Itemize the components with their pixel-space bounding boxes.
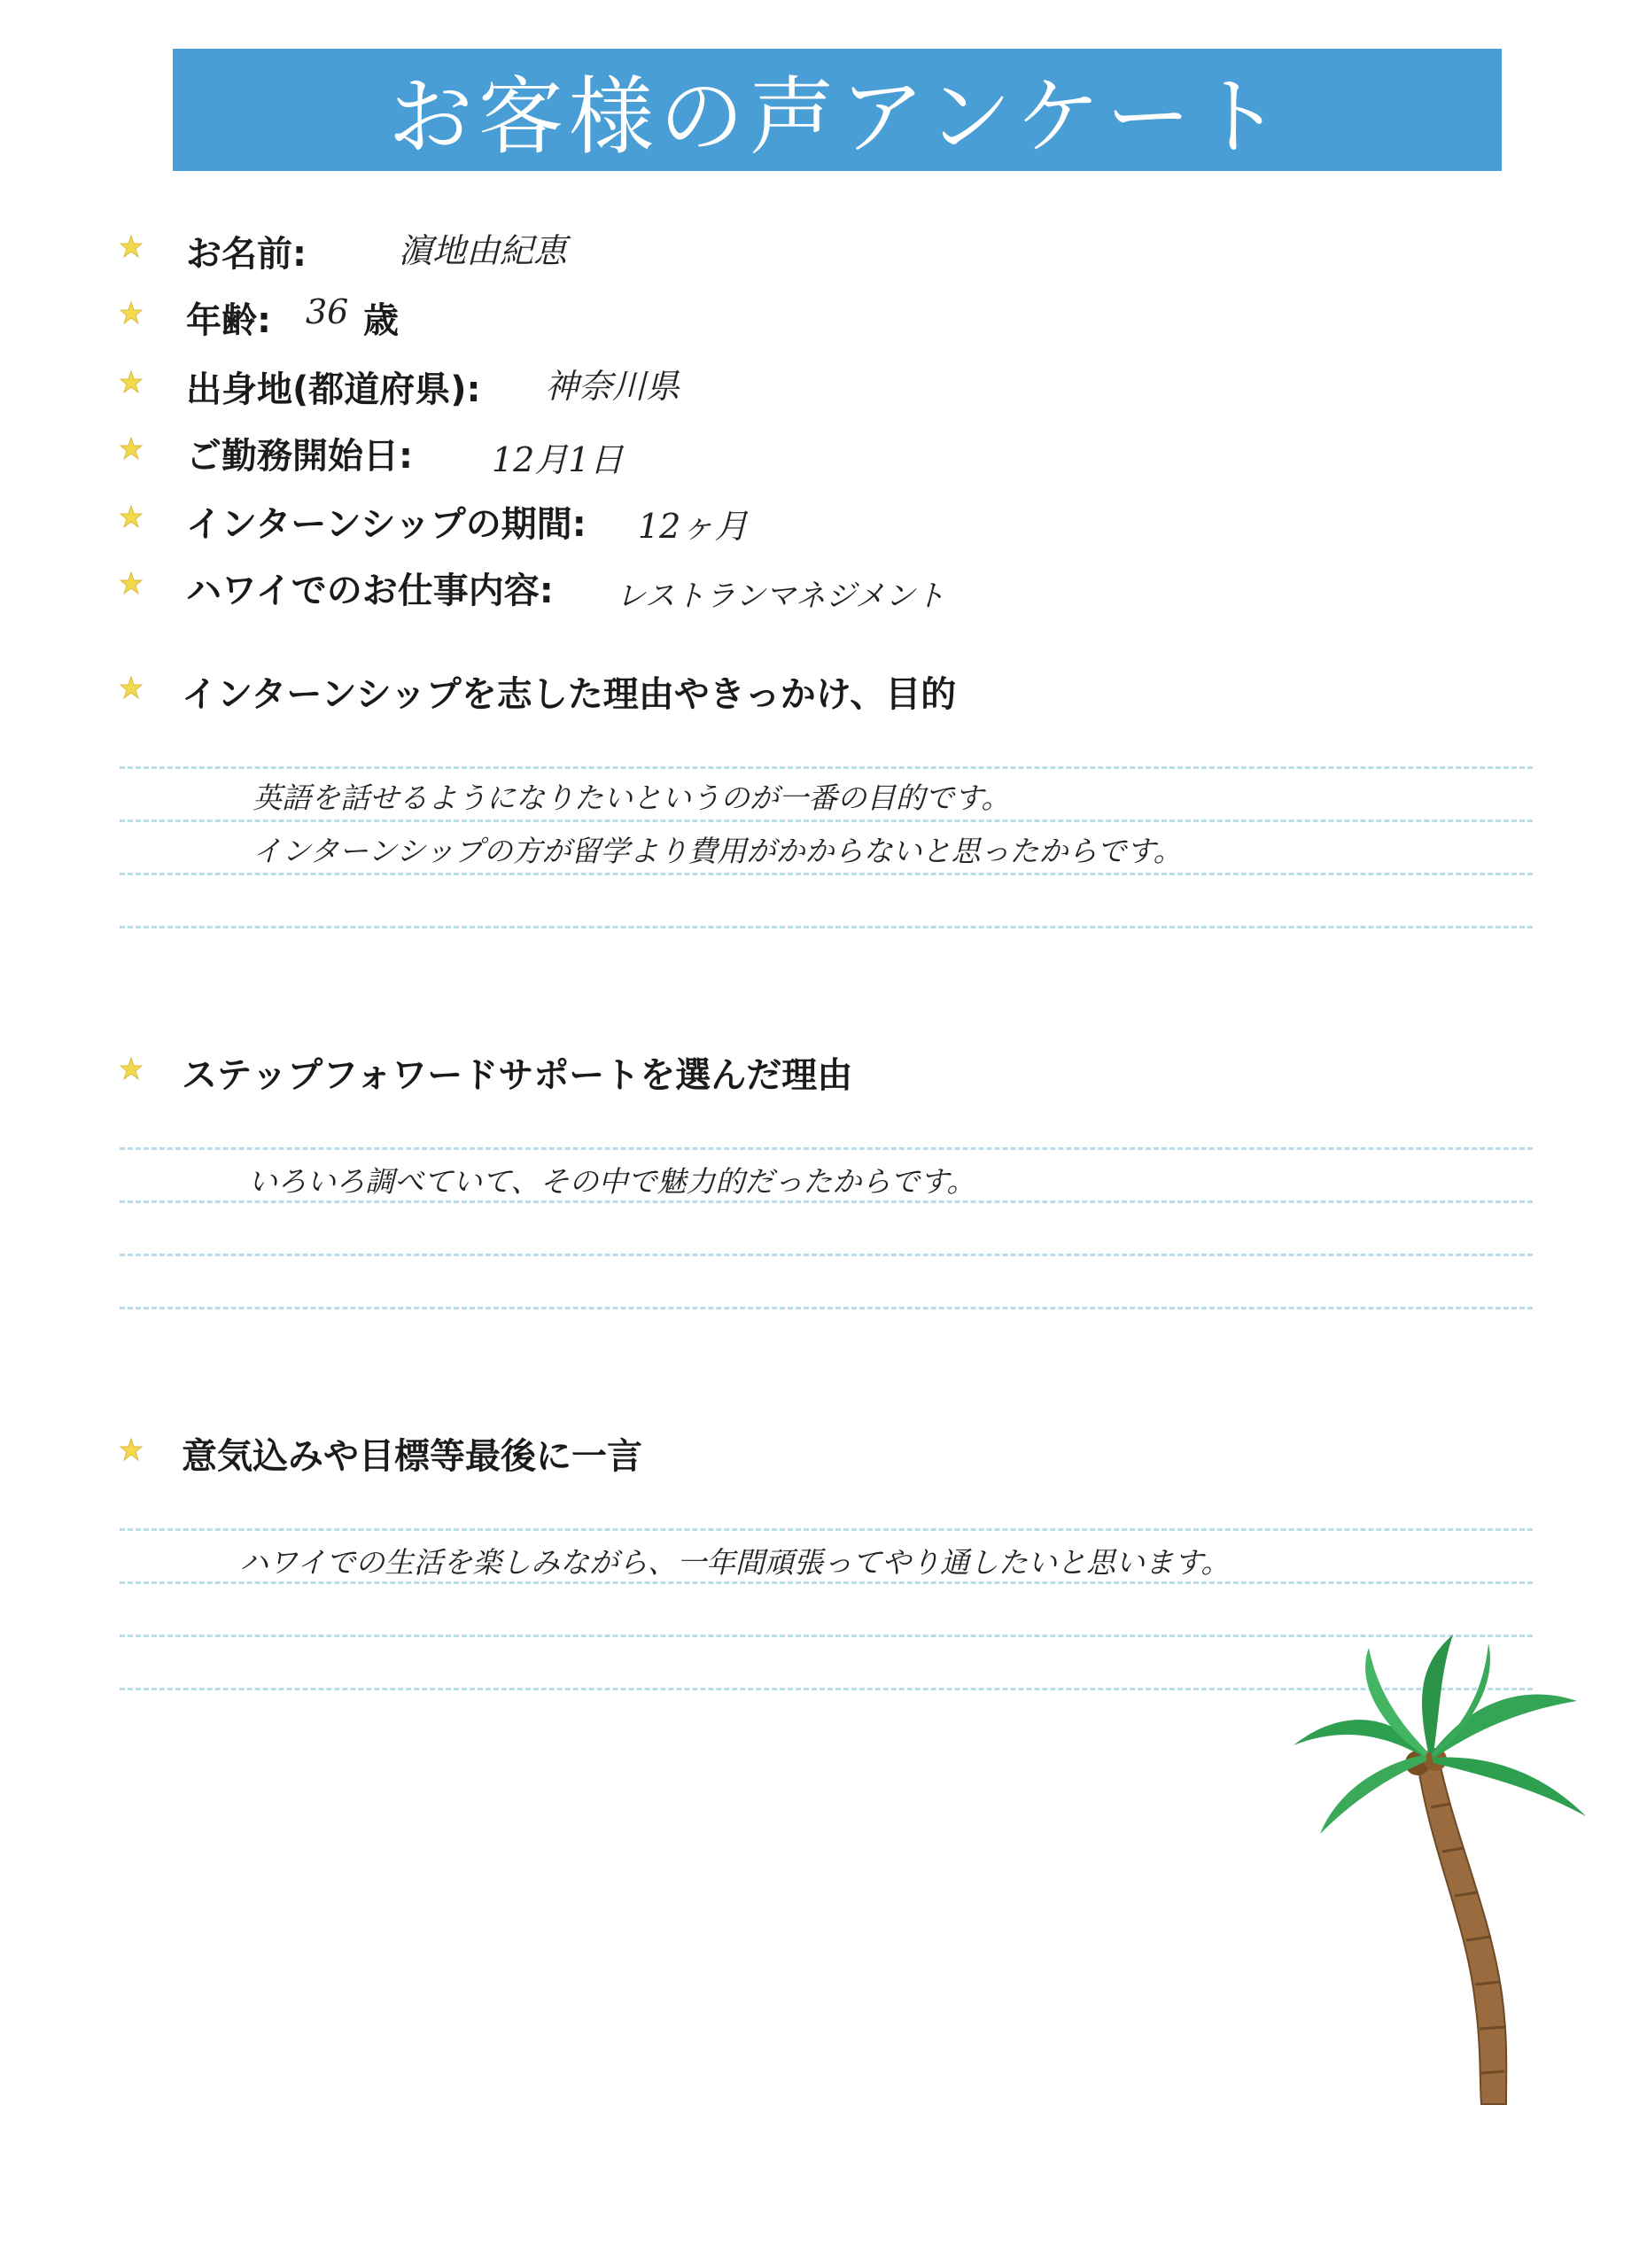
ruled-line: [120, 1254, 1533, 1256]
goals-line-1: ハワイでの生活を楽しみながら、一年間頑張ってやり通したいと思います。: [239, 1545, 1231, 1580]
star-icon: [120, 676, 143, 699]
age-label: 年齢:: [186, 300, 271, 341]
palm-tree-illustration: [1285, 1630, 1595, 2109]
section-title-goals: 意気込みや目標等最後に一言: [182, 1436, 642, 1477]
ruled-line: [120, 1581, 1533, 1584]
start-date-label: ご勤務開始日:: [186, 436, 413, 477]
hometown-label: 出身地(都道府県):: [186, 369, 481, 410]
name-label: お名前:: [186, 234, 307, 275]
hometown-value: 神奈川県: [545, 367, 680, 406]
age-unit: 歳: [363, 300, 399, 341]
ruled-line: [120, 1200, 1533, 1203]
ruled-line: [120, 873, 1533, 875]
ruled-line: [120, 766, 1533, 769]
section-title-reason: ステップフォワードサポートを選んだ理由: [182, 1055, 853, 1096]
age-value: 36: [306, 292, 349, 331]
period-value: 12ヶ月: [638, 507, 749, 546]
section-title-motivation: インターンシップを志した理由やきっかけ、目的: [182, 674, 957, 715]
reason-line-1: いろいろ調べていて、その中で魅力的だったからです。: [248, 1164, 976, 1199]
star-icon: [120, 1438, 143, 1461]
name-value: 濵地由紀恵: [399, 231, 568, 270]
star-icon: [120, 571, 143, 594]
page-title: お客様の声アンケート: [387, 66, 1287, 167]
star-icon: [120, 437, 143, 460]
star-icon: [120, 1057, 143, 1080]
ruled-line: [120, 1307, 1533, 1309]
star-icon: [120, 235, 143, 258]
star-icon: [120, 505, 143, 528]
ruled-line: [120, 819, 1533, 822]
start-date-value: 12月1日: [492, 440, 624, 479]
star-icon: [120, 301, 143, 324]
header-banner: [173, 49, 1502, 171]
ruled-line: [120, 1147, 1533, 1150]
job-label: ハワイでのお仕事内容:: [186, 571, 554, 611]
ruled-line: [120, 926, 1533, 928]
ruled-line: [120, 1528, 1533, 1531]
motivation-line-1: 英語を話せるようになりたいというのが一番の目的です。: [252, 781, 1011, 815]
motivation-line-2: インターンシップの方が留学より費用がかからないと思ったからです。: [252, 834, 1183, 868]
job-value: レストランマネジメント: [616, 579, 945, 614]
star-icon: [120, 370, 143, 393]
period-label: インターンシップの期間:: [186, 504, 587, 545]
